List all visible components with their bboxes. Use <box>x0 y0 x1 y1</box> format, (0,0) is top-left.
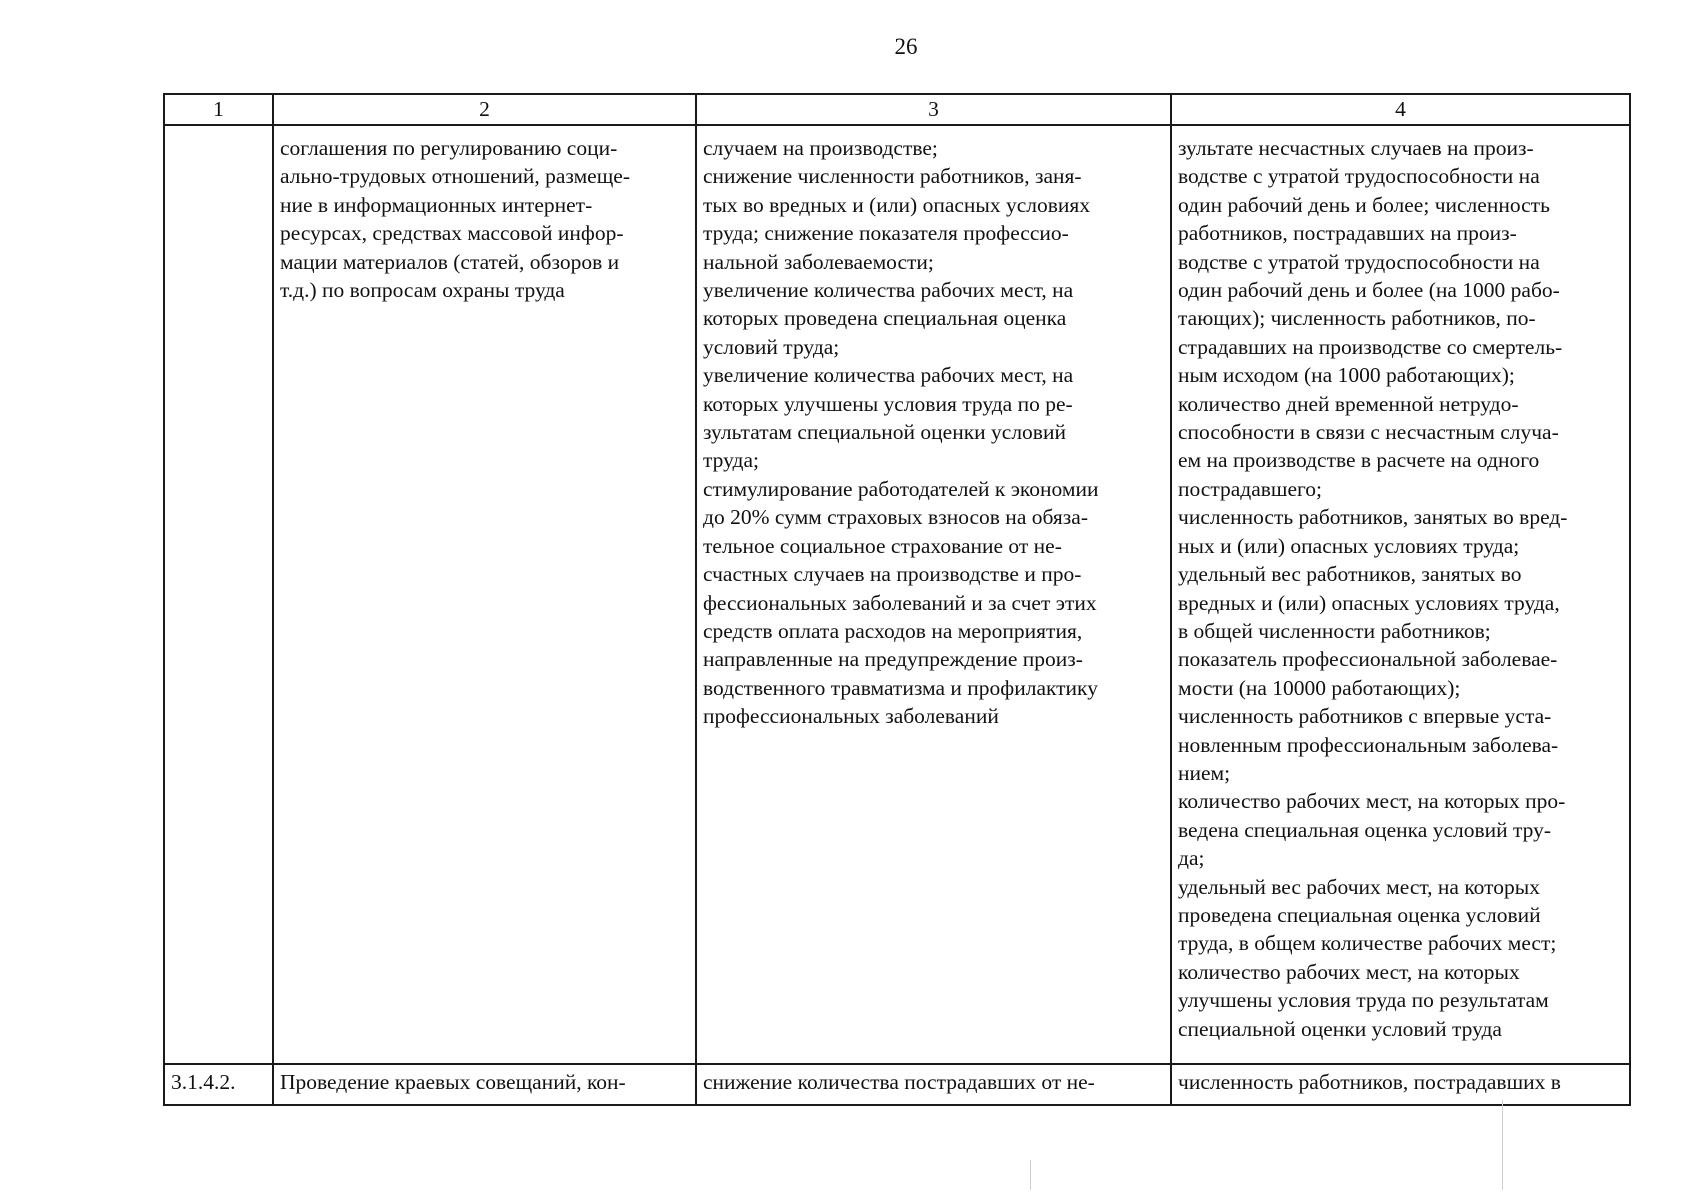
text-line: мости (на 10000 работающих); <box>1178 675 1461 700</box>
text-line: которых проведена специальная оценка <box>703 306 1067 331</box>
text-line: счастных случаев на производстве и про- <box>703 562 1082 587</box>
cell-indicators: численность работников, пострадавших в <box>1171 1064 1630 1105</box>
text-line: зультатам специальной оценки условий <box>703 420 1066 445</box>
text-line: мации материалов (статей, обзоров и <box>280 249 620 274</box>
table-row <box>164 125 1630 1064</box>
text-line: ально-трудовых отношений, размеще- <box>280 164 630 189</box>
text-line: способности в связи с несчастным случа- <box>1178 420 1559 445</box>
text-line: один рабочий день и более; численность <box>1178 192 1550 217</box>
text-line: показатель профессиональной заболевае- <box>1178 647 1558 672</box>
text-line: труда; <box>703 448 759 473</box>
text-line: количество рабочих мест, на которых про- <box>1178 789 1566 814</box>
text-line: вредных и (или) опасных условиях труда, <box>1178 590 1560 615</box>
header-col-1: 1 <box>164 94 273 125</box>
cell-expected-result <box>696 125 1171 1064</box>
text-line: стимулирование работодателей к экономии <box>703 476 1099 501</box>
text-line: численность работников с впервые уста- <box>1178 704 1552 729</box>
cell-indicators <box>1171 125 1630 1064</box>
text-line: страдавших на производстве со смертель- <box>1178 334 1563 359</box>
text-line: профессиональных заболеваний <box>703 704 999 729</box>
text-line: до 20% сумм страховых взносов на обяза- <box>703 505 1088 530</box>
text-line: ным исходом (на 1000 работающих); <box>1178 363 1515 388</box>
text-line: один рабочий день и более (на 1000 рабо- <box>1178 278 1560 303</box>
text-line: удельный вес работников, занятых во <box>1178 562 1522 587</box>
text-line: количество рабочих мест, на которых <box>1178 959 1520 984</box>
cell-activity <box>273 125 696 1064</box>
text-line: водственного травматизма и профилактику <box>703 675 1098 700</box>
cell-number: 3.1.4.2. <box>164 1064 273 1105</box>
text-line: проведена специальная оценка условий <box>1178 902 1541 927</box>
text-line: численность работников, занятых во вред- <box>1178 505 1568 530</box>
text-line: труда; снижение показателя профессио- <box>703 221 1069 246</box>
page-number: 26 <box>894 34 918 59</box>
text-line: тых во вредных и (или) опасных условиях <box>703 192 1091 217</box>
text-line: фессиональных заболеваний и за счет этих <box>703 590 1097 615</box>
text-line: увеличение количества рабочих мест, на <box>703 278 1074 303</box>
text-line: соглашения по регулированию соци- <box>280 136 618 160</box>
document-table <box>163 93 1631 1106</box>
text-line: ных и (или) опасных условиях труда; <box>1178 533 1520 558</box>
text-line: средств оплата расходов на мероприятия, <box>703 618 1083 643</box>
text-line: случаем на производстве; <box>703 136 938 160</box>
table-row <box>164 1064 1630 1105</box>
text-line: нальной заболеваемости; <box>703 249 934 274</box>
scan-artifact <box>1030 1160 1031 1190</box>
text-line: ресурсах, средствах массовой инфор- <box>280 221 624 246</box>
cell-expected-result: снижение количества пострадавших от не- <box>696 1064 1171 1105</box>
header-col-4: 4 <box>1171 94 1630 125</box>
text-line: которых улучшены условия труда по ре- <box>703 391 1073 416</box>
scan-artifact <box>1502 1100 1503 1190</box>
text-line: нием; <box>1178 760 1231 785</box>
text-line: направленные на предупреждение произ- <box>703 647 1083 672</box>
text-line: пострадавшего; <box>1178 476 1323 501</box>
text-line: работников, пострадавших на произ- <box>1178 221 1517 246</box>
text-line: тающих); численность работников, по- <box>1178 306 1536 331</box>
table-header-row <box>164 94 1630 125</box>
text-line: новленным профессиональным заболева- <box>1178 732 1559 757</box>
text-line: ем на производстве в расчете на одного <box>1178 448 1540 473</box>
text-line: ведена специальная оценка условий тру- <box>1178 817 1552 842</box>
text-line: да; <box>1178 846 1205 871</box>
cell-activity: Проведение краевых совещаний, кон- <box>273 1064 696 1105</box>
text-line: улучшены условия труда по результатам <box>1178 988 1549 1013</box>
header-col-2: 2 <box>273 94 696 125</box>
text-line: водстве с утратой трудоспособности на <box>1178 164 1540 189</box>
text-line: ние в информационных интернет- <box>280 192 593 217</box>
text-line: условий труда; <box>703 334 840 359</box>
text-line: специальной оценки условий труда <box>1178 1016 1502 1041</box>
cell-number <box>164 125 273 1064</box>
header-col-3: 3 <box>696 94 1171 125</box>
text-line: снижение численности работников, заня- <box>703 164 1082 189</box>
text-line: тельное социальное страхование от не- <box>703 533 1062 558</box>
text-line: увеличение количества рабочих мест, на <box>703 363 1074 388</box>
text-line: количество дней временной нетрудо- <box>1178 391 1519 416</box>
text-line: труда, в общем количестве рабочих мест; <box>1178 931 1557 956</box>
text-line: в общей численности работников; <box>1178 618 1491 643</box>
text-line: удельный вес рабочих мест, на которых <box>1178 874 1540 899</box>
text-line: зультате несчастных случаев на произ- <box>1178 136 1534 160</box>
text-line: т.д.) по вопросам охраны труда <box>280 278 565 303</box>
text-line: водстве с утратой трудоспособности на <box>1178 249 1540 274</box>
